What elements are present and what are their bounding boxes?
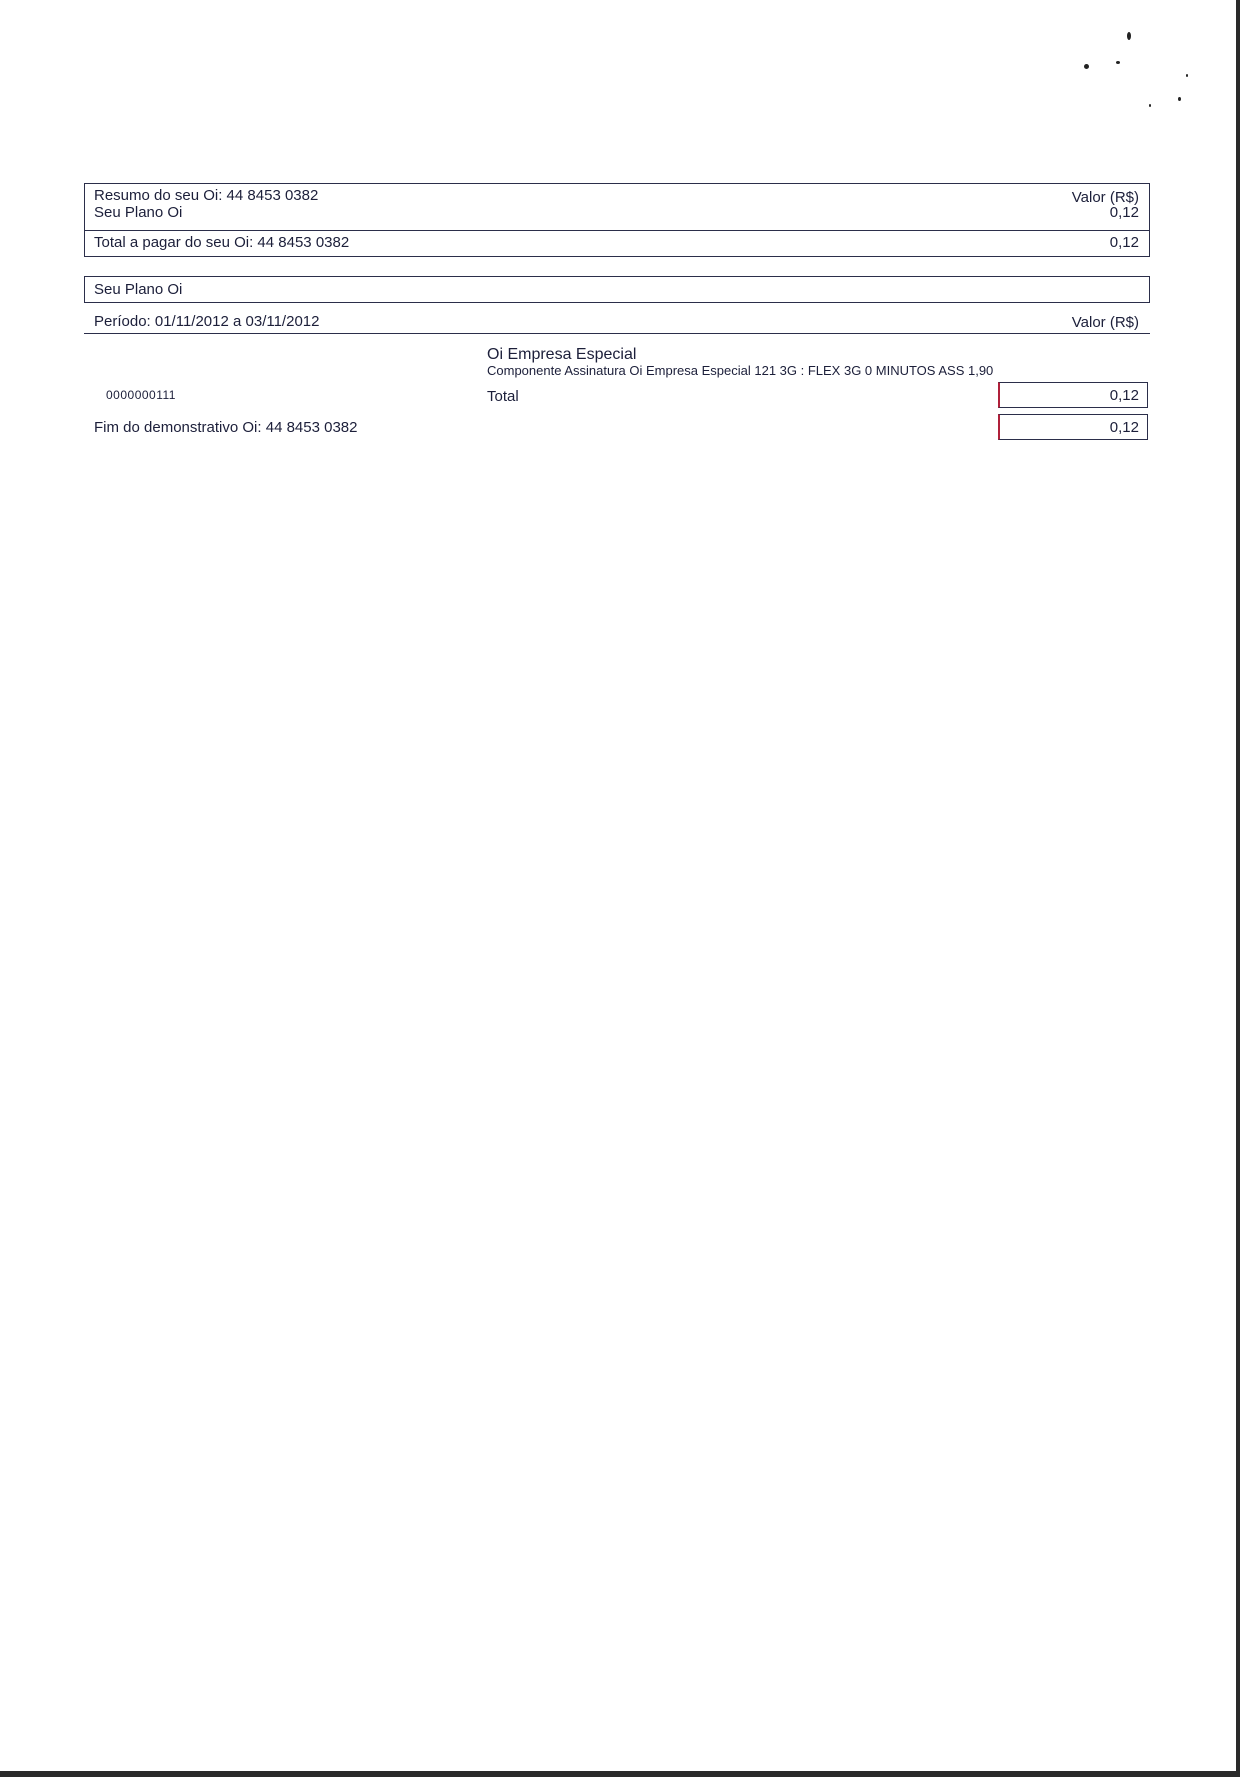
component-description: Componente Assinatura Oi Empresa Especial 121 3G : FLEX 3G 0 MINUTOS ASS 1,90: [487, 363, 994, 378]
scan-speck: [1186, 74, 1188, 77]
plan-name: Oi Empresa Especial: [487, 346, 637, 363]
detail-total-value: 0,12: [1109, 387, 1139, 404]
scan-edge-bottom: [0, 1771, 1240, 1777]
period-label: Período: 01/11/2012 a 03/11/2012: [94, 313, 320, 330]
end-of-statement-label: Fim do demonstrativo Oi: 44 8453 0382: [94, 419, 358, 436]
detail-total-label: Total: [487, 388, 519, 405]
summary-total-value: 0,12: [1109, 234, 1139, 251]
plan-section-header: [84, 276, 1150, 303]
scan-speck: [1178, 97, 1181, 101]
summary-plan-value: 0,12: [1109, 204, 1139, 221]
summary-value-header: Valor (R$): [1071, 189, 1139, 206]
plan-section-title: Seu Plano Oi: [94, 281, 183, 298]
period-value-header: Valor (R$): [1071, 314, 1139, 331]
line-code: 0000000111: [106, 388, 176, 402]
summary-divider: [85, 230, 1149, 231]
scan-speck: [1084, 64, 1089, 69]
summary-title: Resumo do seu Oi: 44 8453 0382: [94, 187, 319, 204]
scan-speck: [1149, 104, 1151, 107]
period-underline: [84, 333, 1150, 334]
summary-plan-label: Seu Plano Oi: [94, 204, 183, 221]
scan-edge-right: [1236, 0, 1240, 1777]
scan-speck: [1127, 32, 1131, 40]
scan-speck: [1116, 61, 1120, 64]
summary-total-label: Total a pagar do seu Oi: 44 8453 0382: [94, 234, 350, 251]
end-total-value: 0,12: [1109, 419, 1139, 436]
